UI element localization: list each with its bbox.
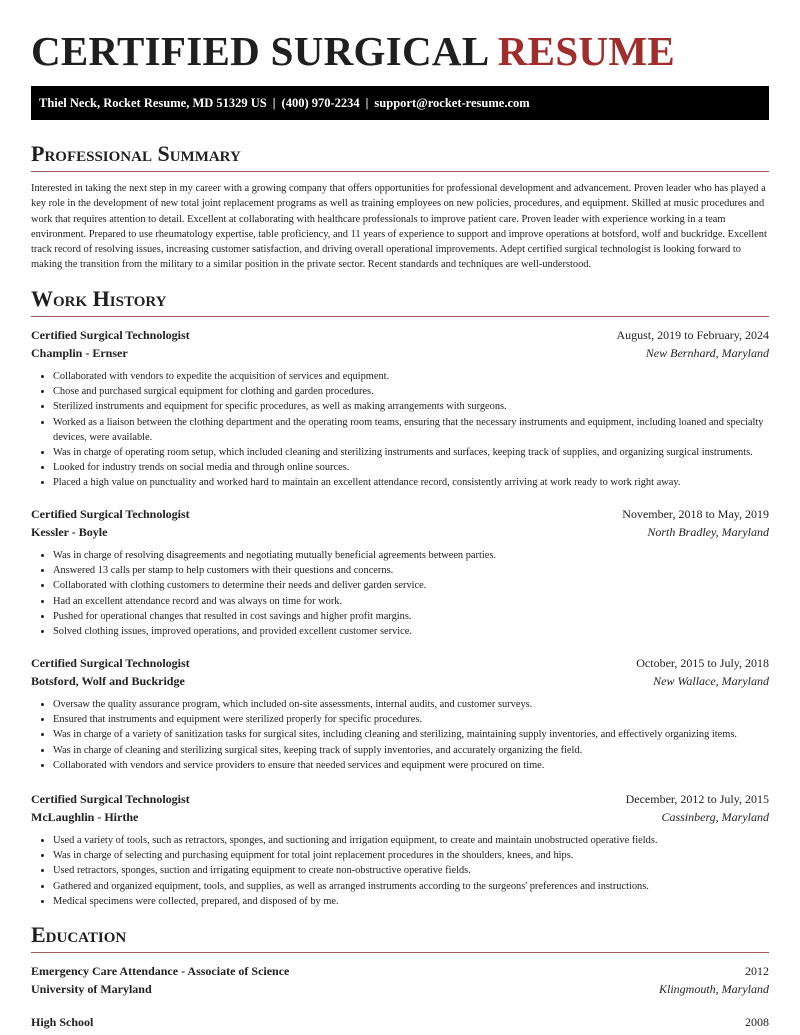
bullet-item: • Was in charge of selecting and purchasing equipment for total joint replacement procedures in the shoulders, knees, and hips. [53,848,769,863]
bullet-item: • Medical specimens were collected, prepared, and disposed of by me. [53,894,769,909]
education-heading: Education [31,922,769,953]
bullet-item: • Oversaw the quality assurance program, which included on-site assessments, internal audits, and customer surveys. [53,697,769,712]
job-bullets [31,697,769,773]
bullet-item: • Used retractors, sponges, suction and irrigating equipment to create non-obstructive operative fields. [53,863,769,878]
education-entry [31,962,769,998]
summary-text: Interested in taking the next step in my career with a growing company that offers opportunities for professional development and advancement. Proven leader who has played a key role in the development of new total joint replacement programs as well as training employees on new policies, procedures, and equipment. Skilled at music procedures and work that requires attention to detail. Excellent at collaborating with healthcare professionals to improve patient care. Proven leader with experience working in a team environment. Prepared to use rheumatology expertise, table proficiency, and 11 years of experience to support and improve operations at botsford, wolf and buckridge. Excellent track record of resolving issues, increasing customer satisfaction, and driving overall operational improvements. Adept certified surgical technologist is looking forward to making the transition from the military to a similar position in the private sector. Recent standards and techniques are well-understood. [31,183,767,271]
education-entry [31,1013,769,1031]
job-location: New Bernhard, Maryland [645,346,769,360]
contact-separator: | [365,96,369,110]
contact-bar [31,86,769,120]
bullet-item: • Was in charge of operating room setup, which included cleaning and sterilizing instruments and surfaces, keeping track of supplies, and organizing surgical instruments. [53,445,769,460]
bullet-item: • Looked for industry trends on social media and through online sources. [53,460,769,475]
job-location: North Bradley, Maryland [647,525,769,539]
bullet-item: • Was in charge of a variety of sanitization tasks for surgical sites, including cleaning and sterilizing, maintaining supply inventories, and effectively organizing items. [53,727,769,742]
job-entry [31,790,769,909]
job-location: New Wallace, Maryland [653,674,769,688]
bullet-item: • Placed a high value on punctuality and worked hard to maintain an excellent attendance record, consistently arriving at work ready to work right away. [53,475,769,490]
bullet-item: • Chose and purchased surgical equipment for clothing and garden procedures. [53,384,769,399]
work-history-heading: Work History [31,286,769,317]
bullet-item: • Collaborated with vendors to expedite the acquisition of services and equipment. [53,369,769,384]
education-degree: High School [31,1015,94,1029]
resume-page [31,0,769,1029]
education-degree: Emergency Care Attendance - Associate of Science [31,964,290,978]
job-dates: November, 2018 to May, 2019 [622,507,769,521]
title-accent: RESUME [497,28,675,74]
job-company: Champlin - Ernser [31,346,128,360]
job-location: Cassinberg, Maryland [661,810,769,824]
job-title: Certified Surgical Technologist [31,792,190,806]
bullet-item: • Answered 13 calls per stamp to help customers with their questions and concerns. [53,563,769,578]
education-school: University of Maryland [31,982,152,996]
bullet-item: • Had an excellent attendance record and was always on time for work. [53,594,769,609]
bullet-item: • Pushed for operational changes that resulted in cost savings and higher profit margins. [53,609,769,624]
resume-title [31,0,769,78]
contact-separator: | [272,96,276,110]
bullet-item: • Was in charge of resolving disagreements and negotiating mutually beneficial agreements between parties. [53,548,769,563]
job-title: Certified Surgical Technologist [31,507,190,521]
bullet-item: • Used a variety of tools, such as retractors, sponges, and suctioning and irrigation equipment, to create and maintain unobstructed operative fields. [53,833,769,848]
summary-heading: Professional Summary [31,141,769,172]
job-company: Kessler - Boyle [31,525,108,539]
job-bullets [31,548,769,639]
bullet-item: • Was in charge of cleaning and sterilizing surgical sites, keeping track of supply inventories, and accurately organizing the field. [53,743,769,758]
contact-email: support@rocket-resume.com [374,96,530,110]
job-company: Botsford, Wolf and Buckridge [31,674,185,688]
contact-address: Thiel Neck, Rocket Resume, MD 51329 US [39,96,267,110]
job-dates: December, 2012 to July, 2015 [625,792,769,806]
job-entry [31,326,769,491]
education-location: Klingmouth, Maryland [659,982,769,996]
bullet-item: • Sterilized instruments and equipment for specific procedures, as well as making arrangements with surgeons. [53,399,769,414]
job-bullets [31,833,769,909]
title-main: CERTIFIED SURGICAL [31,28,488,74]
job-title: Certified Surgical Technologist [31,328,190,342]
bullet-item: • Collaborated with vendors and service providers to ensure that needed services and equipment were procured on time. [53,758,769,773]
bullet-item: • Collaborated with clothing customers to determine their needs and deliver garden service. [53,578,769,593]
bullet-item: • Solved clothing issues, improved operations, and provided excellent customer service. [53,624,769,639]
job-dates: October, 2015 to July, 2018 [636,656,769,670]
bullet-item: • Gathered and organized equipment, tools, and supplies, as well as arranged instruments according to the surgeons' preferences and instructions. [53,879,769,894]
job-entry [31,505,769,639]
job-title: Certified Surgical Technologist [31,656,190,670]
job-dates: August, 2019 to February, 2024 [616,328,769,342]
contact-phone: (400) 970-2234 [281,96,360,110]
bullet-item: • Ensured that instruments and equipment were sterilized properly for specific procedures. [53,712,769,727]
job-bullets [31,369,769,491]
bullet-item: • Worked as a liaison between the clothing department and the operating room teams, ensuring that the necessary instruments and equipment, including loaned and specialty devices, were available. [53,415,769,445]
education-year: 2012 [745,964,769,978]
job-company: McLaughlin - Hirthe [31,810,139,824]
education-year: 2008 [745,1015,769,1029]
job-entry [31,654,769,773]
